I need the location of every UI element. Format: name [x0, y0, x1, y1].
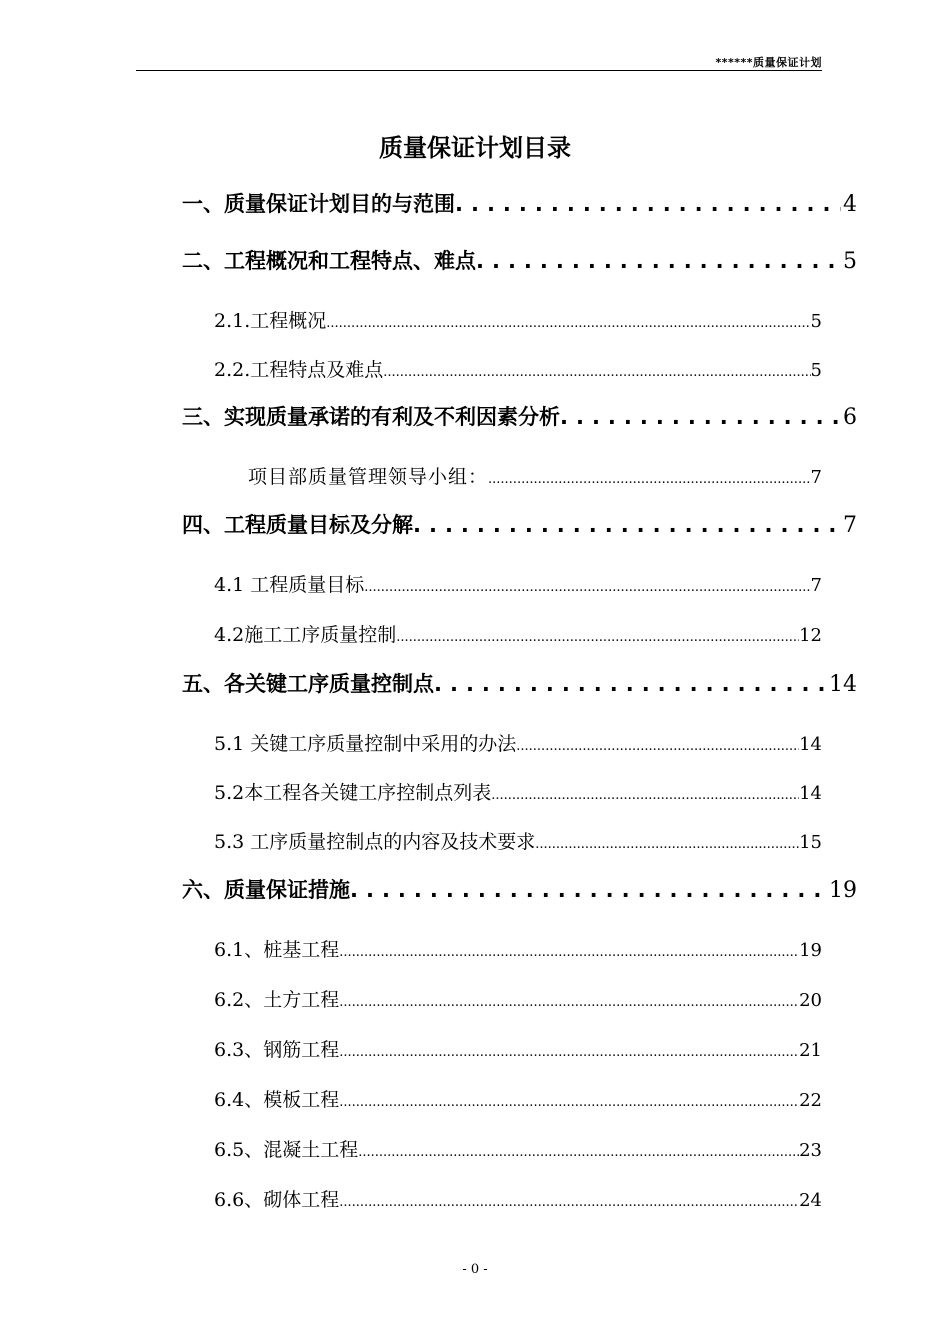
- toc-entry[interactable]: [214, 570, 822, 596]
- toc-entry-text: 6.6、砌体工程: [214, 1189, 340, 1211]
- toc-entry[interactable]: [214, 827, 822, 853]
- toc-entry-text: 三、实现质量承诺的有利及不利因素分析: [182, 405, 560, 429]
- toc-entry[interactable]: [214, 620, 822, 646]
- toc-leader: [396, 630, 799, 645]
- toc-leader: [516, 739, 799, 754]
- page-title: 质量保证计划目录: [379, 134, 571, 162]
- toc-leader: [560, 405, 841, 429]
- toc-entry-page: 4: [843, 192, 857, 217]
- toc-entry-page: 5: [810, 311, 822, 332]
- toc-entry-page: 5: [843, 249, 857, 274]
- toc-entry[interactable]: [182, 668, 857, 700]
- toc-entry-page: 7: [810, 575, 822, 596]
- toc-entry-text: 4.2施工工序质量控制: [214, 624, 397, 646]
- toc-entry[interactable]: [182, 188, 857, 220]
- toc-entry-page: 6: [843, 405, 857, 430]
- toc-entry[interactable]: [214, 1135, 822, 1161]
- toc-entry-page: 14: [799, 734, 822, 755]
- toc-entry-page: 19: [829, 878, 857, 903]
- toc-entry-text: 5.2本工程各关键工序控制点列表: [214, 782, 492, 804]
- toc-entry-text: 5.1 关键工序质量控制中采用的办法: [214, 733, 517, 755]
- toc-entry-text: 4.1 工程质量目标: [214, 574, 365, 596]
- toc-leader: [413, 513, 841, 537]
- toc-entry-text: 6.4、模板工程: [214, 1089, 340, 1111]
- toc-entry-page: 20: [799, 990, 822, 1011]
- toc-entry-text: 6.1、桩基工程: [214, 939, 340, 961]
- toc-entry[interactable]: [214, 778, 822, 804]
- toc-leader: [350, 878, 827, 902]
- toc-entry[interactable]: [214, 1185, 822, 1211]
- toc-entry[interactable]: [214, 985, 822, 1011]
- running-header: ******质量保证计划: [715, 56, 822, 69]
- toc-leader: [339, 1195, 799, 1210]
- toc-entry-text: 6.2、土方工程: [214, 989, 340, 1011]
- toc-entry[interactable]: [214, 729, 822, 755]
- toc-leader: [364, 580, 810, 595]
- toc-entry-text: 5.3 工序质量控制点的内容及技术要求: [214, 831, 536, 853]
- toc-entry-text: 项目部质量管理领导小组：: [248, 466, 489, 488]
- toc-entry-text: 五、各关键工序质量控制点: [182, 672, 434, 696]
- toc-entry[interactable]: [214, 1085, 822, 1111]
- header-rule: [136, 70, 822, 71]
- toc-entry-page: 7: [843, 513, 857, 538]
- toc-entry-page: 23: [799, 1140, 822, 1161]
- toc-entry[interactable]: [214, 935, 822, 961]
- toc-entry-text: 二、工程概况和工程特点、难点: [182, 249, 476, 273]
- toc-entry-page: 22: [799, 1090, 822, 1111]
- toc-entry-page: 19: [799, 940, 822, 961]
- toc-entry-page: 7: [810, 467, 822, 488]
- toc-leader: [488, 472, 811, 487]
- toc-entry-text: 一、质量保证计划目的与范围: [182, 192, 455, 216]
- page-number: - 0 -: [462, 1262, 488, 1277]
- toc-leader: [434, 672, 827, 696]
- toc-leader: [339, 1045, 799, 1060]
- toc-entry-text: 四、工程质量目标及分解: [182, 513, 413, 537]
- toc-entry-page: 21: [799, 1040, 822, 1061]
- toc-entry[interactable]: [214, 1035, 822, 1061]
- toc-entry-page: 12: [799, 625, 822, 646]
- toc-entry-text: 六、质量保证措施: [182, 878, 350, 902]
- toc-leader: [476, 249, 841, 273]
- toc-entry-page: 14: [799, 783, 822, 804]
- toc-leader: [339, 945, 799, 960]
- toc-entry[interactable]: [248, 462, 822, 488]
- toc-entry[interactable]: [182, 401, 857, 433]
- toc-leader: [455, 192, 841, 216]
- toc-entry[interactable]: [182, 245, 857, 277]
- toc-entry-page: 15: [799, 832, 822, 853]
- toc-entry-page: 24: [799, 1190, 822, 1211]
- toc-entry[interactable]: [182, 874, 857, 906]
- toc-leader: [326, 316, 810, 331]
- toc-leader: [358, 1145, 799, 1160]
- toc-entry-text: 6.3、钢筋工程: [214, 1039, 340, 1061]
- toc-leader: [383, 365, 810, 380]
- toc-leader: [491, 788, 799, 803]
- toc-entry[interactable]: [214, 306, 822, 332]
- toc-entry-page: 14: [829, 672, 857, 697]
- toc-entry[interactable]: [182, 509, 857, 541]
- toc-entry-text: 2.1.工程概况: [214, 310, 327, 332]
- toc-entry-text: 2.2.工程特点及难点: [214, 359, 384, 381]
- toc-entry-page: 5: [810, 360, 822, 381]
- toc-entry[interactable]: [214, 355, 822, 381]
- toc-entry-text: 6.5、混凝土工程: [214, 1139, 359, 1161]
- toc-leader: [339, 995, 799, 1010]
- toc-leader: [339, 1095, 799, 1110]
- toc-leader: [535, 837, 799, 852]
